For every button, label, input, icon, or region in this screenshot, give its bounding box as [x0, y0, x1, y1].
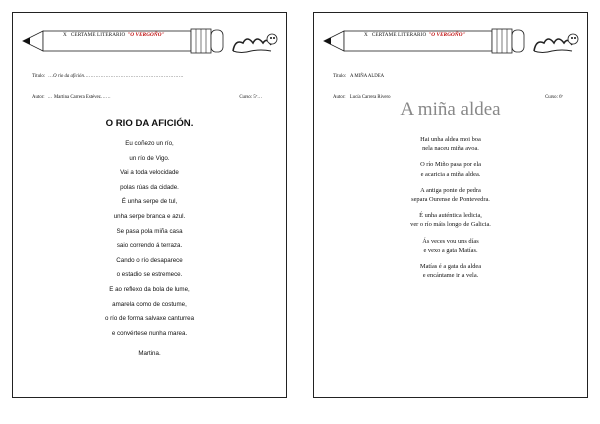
contest-brand: "O VERGOÑO"	[127, 32, 165, 38]
contest-label	[364, 32, 466, 38]
course-field	[239, 95, 262, 100]
poem-body	[13, 118, 286, 357]
contest-marker: X	[63, 32, 67, 38]
pencil-header	[322, 21, 580, 61]
poem-stanza	[314, 262, 587, 280]
poem-line: O río Miño pasa por ela	[420, 161, 481, 169]
poem-page-right	[313, 12, 588, 398]
contest-label	[63, 32, 165, 38]
title-field: Título: …O rio da afición……………………………………………………	[32, 74, 184, 79]
poem-stanza	[314, 211, 587, 229]
poem-line: e convértese nunha marea.	[111, 329, 188, 337]
poem-title: A miña aldea	[400, 99, 501, 120]
course-label: Curso:	[239, 95, 253, 100]
poem-line: Vai a toda velocidade	[120, 169, 179, 177]
poem-line: un río de Vigo.	[129, 154, 170, 162]
worm-icon	[534, 34, 578, 53]
poem-line: amarela como de costume,	[112, 300, 187, 308]
poem-line: E ao reflexo da bola de lume,	[109, 285, 190, 293]
author-value: Lucía Carrera Rivero	[349, 95, 391, 100]
poem-stanza	[314, 237, 587, 255]
poem-line: unha serpe branca e azul.	[113, 212, 186, 220]
contest-name: CERTAME LITERARIO	[70, 32, 126, 38]
poem-line: polas rúas da cidade.	[120, 183, 179, 191]
title-value: A MIÑA ALDEA	[350, 74, 385, 79]
pencil-header	[21, 21, 279, 61]
poem-stanza	[314, 186, 587, 204]
title-label: Título:	[333, 74, 347, 79]
poem-line: É unha serpe de tul,	[121, 198, 178, 206]
poem-line: Ás veces vou uns días	[422, 237, 479, 245]
course-label: Curso:	[545, 95, 558, 100]
poem-line: ver o río máis longo de Galicia.	[410, 221, 491, 229]
author-value: Martina Carrera Estévez	[53, 95, 101, 100]
course-value: 6º	[559, 95, 563, 100]
poem-line: separa Ourense de Pontevedra.	[411, 196, 490, 204]
poem-line: e acaricia a miña aldea.	[420, 170, 481, 178]
poem-stanza	[314, 135, 587, 153]
poem-line: Matías é a gata da aldea	[419, 263, 482, 271]
author-label: Autor:	[333, 95, 346, 100]
poem-line: o estadio se estremece.	[116, 271, 183, 279]
author-label: Autor:	[32, 95, 45, 100]
poem-line: e vexo a gata Matías.	[423, 246, 478, 254]
title-value: O rio da afición	[53, 74, 84, 79]
poem-body	[314, 99, 587, 287]
poem-line: o río de forma salvaxe canturrea	[104, 315, 195, 323]
author-field: Autor: … Martina Carrera Estévez…… Curso: 5º…	[32, 95, 262, 100]
poem-page-left	[12, 12, 287, 398]
poem-line: Eu coñezo un río,	[125, 140, 174, 147]
author-dots: ……	[100, 95, 111, 100]
poem-line: nela naceu miña avoa.	[422, 145, 479, 153]
poem-line: A antiga ponte de pedra	[420, 186, 481, 194]
poem-stanza	[314, 160, 587, 178]
poem-title: O RIO DA AFICIÓN.	[105, 118, 194, 129]
title-label: Título:	[32, 74, 46, 79]
title-field	[333, 74, 575, 79]
poem-line: Cando o río desaparece	[116, 256, 183, 264]
poem-signature: Martina.	[138, 350, 161, 358]
course-value: 5º…	[253, 95, 262, 100]
worm-icon	[233, 34, 277, 53]
poem-line: Hai unha aldea moi boa	[420, 136, 481, 143]
contest-brand: "O VERGOÑO"	[428, 32, 466, 38]
contest-marker: X	[364, 32, 368, 38]
poem-line: Se pasa pola miña casa	[116, 227, 183, 235]
title-dots: ……………………………………………………	[83, 74, 184, 79]
poem-line: saio correndo á terraza.	[116, 242, 183, 250]
poem-line: e encántame ir a vela.	[422, 272, 479, 280]
poem-line: É unha auténtica ledicia,	[419, 212, 482, 220]
contest-name: CERTAME LITERARIO	[371, 32, 427, 38]
